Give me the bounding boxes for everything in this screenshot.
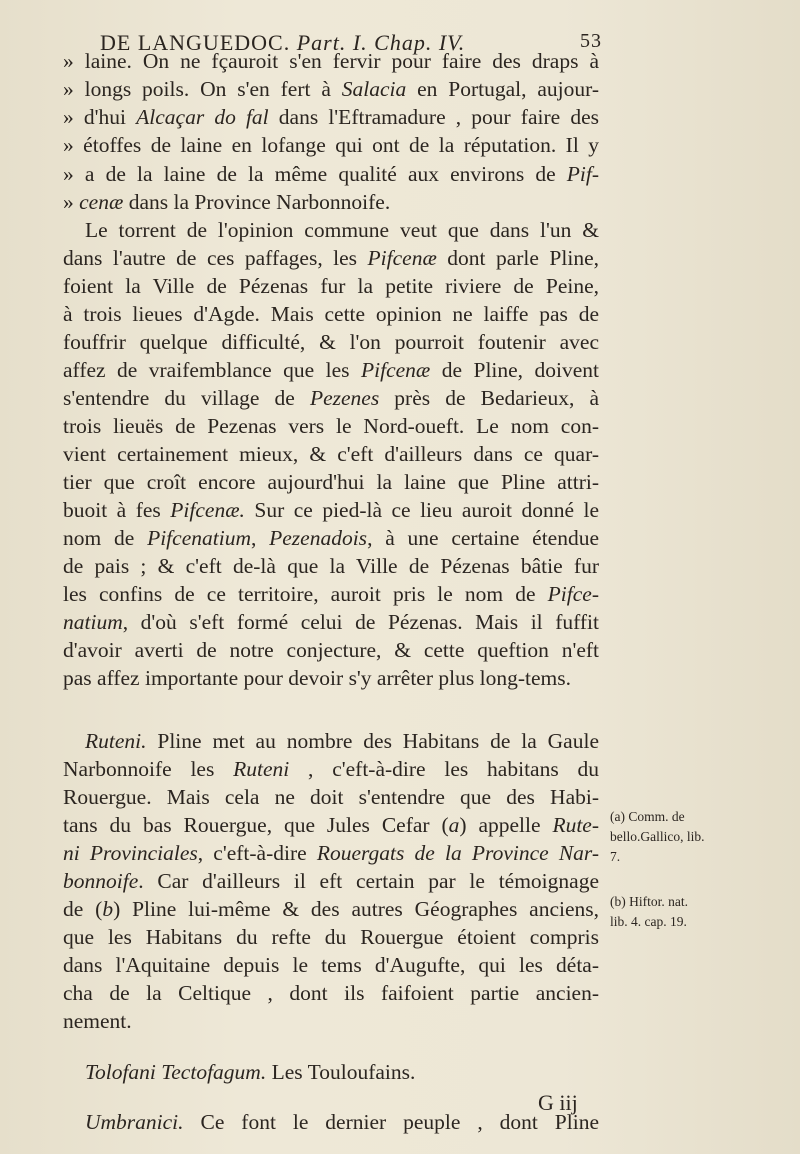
italic-text: Part. I. Chap. IV. xyxy=(296,30,466,55)
text-run: cha de la Celtique , dont ils faifoient partie ancien- xyxy=(63,981,599,1005)
margin-note: bello.Gallico, lib. xyxy=(610,829,705,844)
text-run: foient la Ville de Pézenas fur la petite riviere de Peine, xyxy=(63,274,599,298)
text-line xyxy=(63,413,599,439)
text-run: » xyxy=(63,190,80,214)
text-run: dans l'autre de ces paffages, les xyxy=(63,246,368,270)
italic-text: Pezenes xyxy=(309,386,380,410)
italic-text: b xyxy=(102,897,114,921)
text-line xyxy=(63,217,599,243)
text-line xyxy=(63,728,599,754)
text-run: ) Pline lui-même & des autres Géographes anciens, xyxy=(113,897,599,921)
italic-text: Pif- xyxy=(566,162,599,186)
text-line xyxy=(63,637,599,663)
text-line xyxy=(63,896,599,922)
text-line xyxy=(63,273,599,299)
italic-text: Pifcenæ. xyxy=(170,498,245,522)
text-run: » a de la laine de la même qualité aux environs de xyxy=(63,162,567,186)
text-line xyxy=(63,581,599,607)
italic-text: ni Provinciales xyxy=(63,841,198,865)
text-run: près de Bedarieux, à xyxy=(379,386,599,410)
text-run: dans l'Aquitaine depuis le tems d'Augufte, qui les déta- xyxy=(63,953,599,977)
italic-text: Salacia xyxy=(341,77,407,101)
italic-text: cenæ xyxy=(79,190,124,214)
text-run: » étoffes de laine en lofange qui ont de la réputation. Il y xyxy=(63,133,599,157)
text-line xyxy=(63,665,599,691)
text-line xyxy=(63,868,599,894)
text-run: affez de vraifemblance que les xyxy=(63,358,362,382)
text-line xyxy=(63,189,599,215)
text-run: Rouergue. Mais cela ne doit s'entendre que des Habi- xyxy=(63,785,599,809)
text-run: trois lieuës de Pezenas vers le Nord-oueft. Le nom con- xyxy=(63,414,599,438)
text-run: pas affez importante pour devoir s'y arrêter plus long-tems. xyxy=(63,666,571,690)
text-line xyxy=(63,1109,599,1135)
italic-text: Umbranici. xyxy=(85,1110,184,1134)
text-run: , à une certaine étendue xyxy=(367,526,600,550)
italic-text: Tolofani Tectofagum. xyxy=(85,1060,267,1084)
italic-text: Rouergats de la Province Nar- xyxy=(316,841,600,865)
text-line xyxy=(63,48,599,74)
text-run: DE LANGUEDOC. xyxy=(100,30,297,55)
text-run: dans l'Eftramadure , pour faire des xyxy=(268,105,599,129)
text-run: ) appelle xyxy=(459,813,553,837)
text-run: les confins de ce territoire, auroit pris le nom de xyxy=(63,582,548,606)
text-run: que les Habitans du refte du Rouergue étoient compris xyxy=(63,925,599,949)
text-line xyxy=(63,609,599,635)
text-line xyxy=(63,469,599,495)
italic-text: Pifcenæ xyxy=(367,246,437,270)
text-line xyxy=(63,1008,599,1034)
text-run: de pais ; & c'eft de-là que la Ville de Pézenas bâtie fur xyxy=(63,554,599,578)
text-line xyxy=(63,952,599,978)
text-run: dont parle Pline, xyxy=(436,246,599,270)
text-run: fouffrir quelque difficulté, & l'on pourroit foutenir avec xyxy=(63,330,599,354)
text-run: . Car d'ailleurs il eft certain par le témoignage xyxy=(138,869,599,893)
text-line xyxy=(63,385,599,411)
italic-text: Alcaçar do fal xyxy=(136,105,269,129)
italic-text: Pifcenæ xyxy=(361,358,431,382)
text-line xyxy=(63,525,599,551)
italic-text: bonnoife xyxy=(63,869,139,893)
text-line xyxy=(63,784,599,810)
margin-note: (a) Comm. de xyxy=(610,809,685,824)
text-run: tier que croît encore aujourd'hui la laine que Pline attri- xyxy=(63,470,599,494)
italic-text: Pifcenatium xyxy=(147,526,251,550)
text-run: s'entendre du village de xyxy=(63,386,310,410)
text-line xyxy=(63,329,599,355)
text-line xyxy=(63,812,599,838)
text-line xyxy=(63,1059,599,1085)
text-line xyxy=(63,441,599,467)
text-run: Ce font le dernier peuple , dont Pline xyxy=(183,1110,599,1134)
text-line xyxy=(63,357,599,383)
text-run: nom de xyxy=(63,526,148,550)
text-run: d'avoir averti de notre conjecture, & cette queftion n'eft xyxy=(63,638,599,662)
italic-text: Ruteni. xyxy=(85,729,147,753)
text-run: » d'hui xyxy=(63,105,137,129)
text-run: à trois lieues d'Agde. Mais cette opinion ne laiffe pas de xyxy=(63,302,599,326)
text-line xyxy=(63,980,599,1006)
text-run: Sur ce pied-là ce lieu auroit donné le xyxy=(244,498,599,522)
italic-text: Ruteni xyxy=(233,757,290,781)
text-line xyxy=(63,840,599,866)
text-run: Pline met au nombre des Habitans de la Gaule xyxy=(146,729,599,753)
text-run: dans la Province Narbonnoife. xyxy=(123,190,391,214)
text-run: , c'eft-à-dire xyxy=(197,841,317,865)
text-line xyxy=(63,553,599,579)
italic-text: Rute- xyxy=(552,813,599,837)
italic-text: Pezenadois xyxy=(269,526,368,550)
text-run: nement. xyxy=(63,1009,132,1033)
text-run: Narbonnoife les xyxy=(63,757,234,781)
text-line xyxy=(63,104,599,130)
text-line xyxy=(63,76,599,102)
text-run: » laine. On ne fçauroit s'en fervir pour faire des draps à xyxy=(63,49,599,73)
margin-note: 7. xyxy=(610,849,621,864)
text-run: vient certainement mieux, & c'eft d'ailleurs dans ce quar- xyxy=(63,442,599,466)
text-run: Le torrent de l'opinion commune veut que dans l'un & xyxy=(85,218,599,242)
text-run: » longs poils. On s'en fert à xyxy=(63,77,342,101)
italic-text: Pifce- xyxy=(547,582,599,606)
margin-note: lib. 4. cap. 19. xyxy=(610,914,687,929)
signature-mark: G iij xyxy=(538,1090,578,1115)
page-number: 53 xyxy=(580,30,602,52)
text-line xyxy=(63,497,599,523)
text-run: de ( xyxy=(63,897,103,921)
text-run: de Pline, doivent xyxy=(430,358,600,382)
text-run: Les Touloufains. xyxy=(266,1060,416,1084)
text-run: en Portugal, aujour- xyxy=(406,77,599,101)
text-run: tans du bas Rouergue, que Jules Cefar ( xyxy=(63,813,449,837)
italic-text: a xyxy=(448,813,460,837)
text-run: buoit à fes xyxy=(63,498,171,522)
margin-note: (b) Hiftor. nat. xyxy=(610,894,688,909)
italic-text: natium xyxy=(63,610,123,634)
text-run: , xyxy=(250,526,270,550)
text-line xyxy=(63,924,599,950)
text-line xyxy=(63,161,599,187)
text-line xyxy=(63,301,599,327)
text-line xyxy=(63,132,599,158)
text-line xyxy=(63,245,599,271)
text-run: , d'où s'eft formé celui de Pézenas. Mais il fuffit xyxy=(122,610,599,634)
text-line xyxy=(63,756,599,782)
text-run: , c'eft-à-dire les habitans du xyxy=(289,757,599,781)
